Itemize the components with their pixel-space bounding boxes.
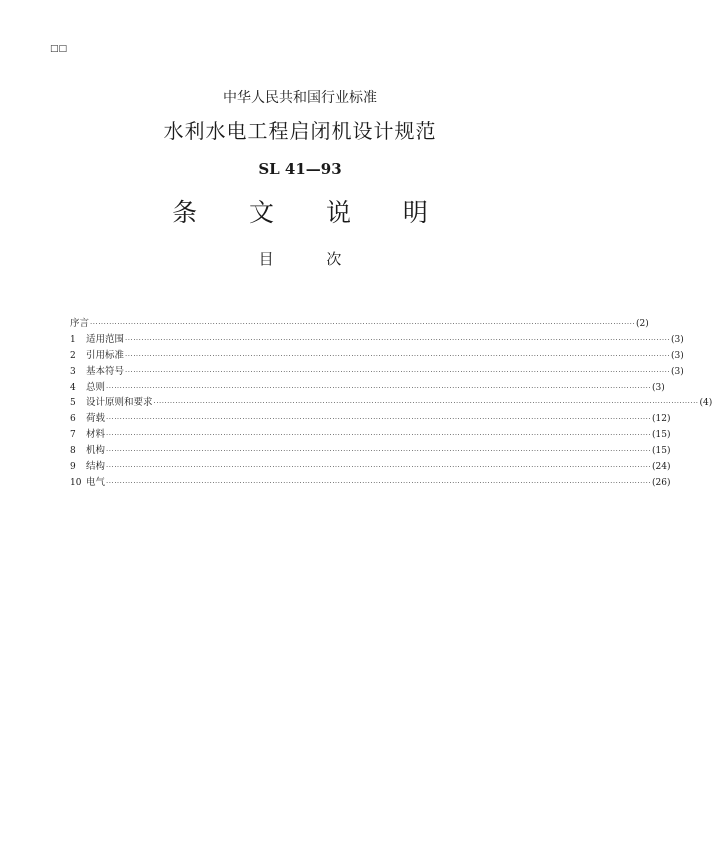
toc-entry (70, 364, 684, 380)
toc-entry-title: 序言 (70, 318, 90, 329)
toc-leader-dots: ········································································································································································································ (106, 463, 652, 472)
toc-entry-number: 7 (70, 430, 76, 441)
toc-entry-title: 适用范围 (86, 333, 125, 345)
toc-entry-number: 10 (70, 477, 82, 488)
toc-entry-title: 电气 (86, 476, 106, 488)
toc-entry (70, 348, 684, 364)
toc-entry-page: (3) (671, 334, 684, 345)
toc-entry (70, 380, 665, 396)
toc-entry-title: 设计原则和要求 (86, 397, 153, 409)
toc-entry-number: 6 (70, 414, 76, 425)
toc-leader-dots: ········································································································································································································ (125, 351, 671, 360)
toc-entry-number: 2 (70, 350, 76, 361)
toc-entry-title: 引用标准 (86, 349, 125, 361)
toc-leader-dots: ········································································································································································································ (106, 431, 652, 440)
toc-entry (70, 316, 649, 332)
toc-entry-page: (26) (652, 477, 671, 488)
toc-entry-page: (3) (671, 350, 684, 361)
toc-entry-title: 机构 (86, 445, 106, 457)
toc-entry-page: (15) (652, 430, 671, 441)
toc-entry-page: (2) (636, 319, 649, 329)
toc-entry-page: (12) (652, 414, 671, 425)
toc-entry-number: 4 (70, 382, 76, 393)
corner-mark: □□ (50, 44, 68, 54)
toc-entry (70, 443, 671, 459)
toc-entry-page: (3) (652, 382, 665, 393)
toc-entry-title: 荷载 (86, 413, 106, 425)
toc-entry-number: 9 (70, 462, 76, 473)
toc-leader-dots: ········································································································································································································ (106, 478, 652, 487)
toc-entry (70, 459, 671, 475)
table-of-contents (70, 316, 712, 491)
toc-entry-page: (3) (671, 366, 684, 377)
toc-entry-page: (15) (652, 446, 671, 457)
toc-entry-number: 1 (70, 334, 76, 345)
toc-entry-number: 3 (70, 366, 76, 377)
toc-entry-number: 5 (70, 398, 76, 409)
toc-entry-title: 基本符号 (86, 365, 125, 377)
toc-leader-dots: ········································································································································································································ (106, 447, 652, 456)
toc-entry (70, 475, 671, 491)
toc-entry (70, 395, 712, 411)
toc-entry (70, 427, 671, 443)
toc-leader-dots: ········································································································································································································ (106, 383, 652, 392)
toc-entry-title: 总则 (86, 381, 106, 393)
toc-heading: 目 次 (258, 250, 366, 268)
document-subtitle: 条 文 说 明 (172, 198, 450, 227)
toc-leader-dots: ········································································································································································································ (90, 320, 636, 328)
document-title: 水利水电工程启闭机设计规范 (163, 119, 437, 143)
toc-entry-title: 材料 (86, 429, 106, 441)
toc-entry-title: 结构 (86, 461, 106, 473)
toc-entry-page: (4) (699, 398, 712, 409)
toc-leader-dots: ········································································································································································································ (153, 399, 699, 408)
toc-entry-number: 8 (70, 446, 76, 457)
toc-entry-page: (24) (652, 462, 671, 473)
standard-code: SL 41—93 (258, 160, 342, 178)
toc-leader-dots: ········································································································································································································ (125, 367, 671, 376)
standard-type: 中华人民共和国行业标准 (223, 90, 377, 106)
toc-leader-dots: ········································································································································································································ (125, 335, 671, 344)
toc-leader-dots: ········································································································································································································ (106, 415, 652, 424)
toc-entry (70, 411, 671, 427)
toc-entry (70, 332, 684, 348)
